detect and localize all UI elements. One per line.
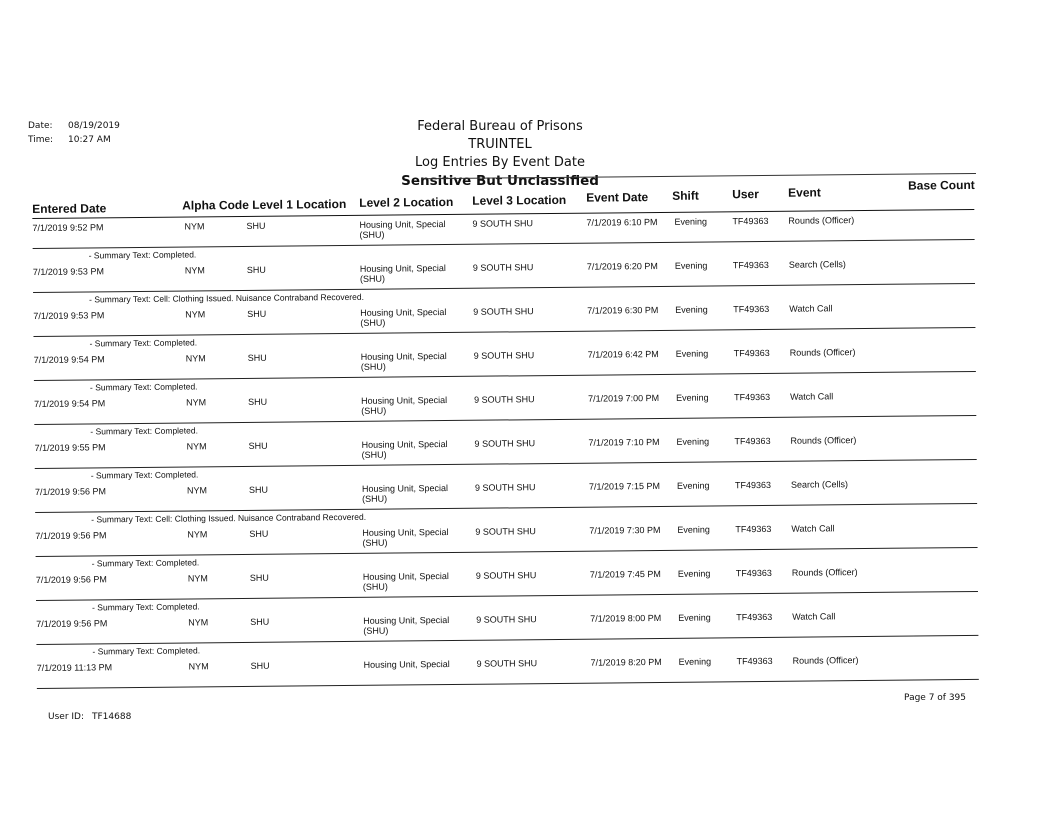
system-name: TRUINTEL [468,137,532,152]
event-cell: Watch Call [789,303,833,314]
shift-cell: Evening [675,304,708,315]
shift-cell: Evening [676,392,709,403]
level2-cell: Housing Unit, Special (SHU) [363,615,450,636]
alpha-code-cell: NYM [187,529,208,540]
col-shift: Shift [672,188,699,203]
level2-cell: Housing Unit, Special (SHU) [360,307,447,328]
level3-cell: 9 SOUTH SHU [473,306,534,317]
level1-cell: SHU [247,352,267,363]
level1-cell: SHU [250,616,270,627]
summary-text: - Summary Text: Completed. [90,469,199,481]
event-cell: Rounds (Officer) [788,215,855,226]
level2-cell: Housing Unit, Special (SHU) [359,263,446,284]
user-cell: TF49363 [736,611,773,623]
level3-cell: 9 SOUTH SHU [474,394,535,405]
log-entries [32,210,979,703]
event-date-cell: 7/1/2019 7:45 PM [589,568,661,580]
user-id-value: TF14688 [92,712,132,722]
col-user: User [732,187,759,202]
summary-text: - Summary Text: Completed. [89,381,198,393]
entered-date-cell: 7/1/2019 9:55 PM [34,442,106,453]
level3-cell: 9 SOUTH SHU [474,438,536,449]
event-cell: Rounds (Officer) [789,347,856,358]
alpha-code-cell: NYM [186,485,208,496]
entered-date-cell: 7/1/2019 9:54 PM [33,354,105,365]
user-cell: TF49363 [733,347,770,359]
shift-cell: Evening [677,568,711,579]
shift-cell: Evening [674,260,708,271]
event-date-cell: 7/1/2019 6:10 PM [586,216,658,228]
time-label: Time: [28,135,54,145]
event-cell: Watch Call [790,391,834,402]
entered-date-cell: 7/1/2019 9:56 PM [35,574,107,585]
alpha-code-cell: NYM [186,441,207,452]
summary-text: - Summary Text: Cell: Clothing Issued. Nuisance Contraband Recovered. [89,291,364,305]
user-cell: TF49363 [732,215,769,227]
entered-date-cell: 7/1/2019 9:52 PM [32,222,104,233]
level2-cell: Housing Unit, Special [363,659,450,670]
level1-cell: SHU [246,264,266,275]
date-label: Date: [28,121,53,131]
level1-cell: SHU [248,484,269,495]
level2-cell: Housing Unit, Special (SHU) [361,439,448,460]
alpha-code-cell: NYM [187,573,208,584]
footer-user-id [48,712,131,722]
event-cell: Rounds (Officer) [791,567,858,578]
page-number: Page 7 of 395 [904,693,966,703]
summary-text: - Summary Text: Completed. [92,645,201,657]
summary-text: - Summary Text: Completed. [91,557,200,569]
alpha-code-cell: NYM [186,397,207,408]
alpha-code-cell: NYM [184,221,205,232]
event-date-cell: 7/1/2019 6:20 PM [586,260,658,272]
shift-cell: Evening [676,436,710,447]
level2-cell: Housing Unit, Special (SHU) [361,395,448,416]
summary-text: - Summary Text: Completed. [89,337,198,349]
shift-cell: Evening [675,348,709,359]
level3-cell: 9 SOUTH SHU [476,658,538,669]
shift-cell: Evening [674,216,707,227]
event-cell: Rounds (Officer) [792,655,859,666]
entered-date-cell: 7/1/2019 9:56 PM [36,618,108,629]
alpha-code-cell: NYM [184,265,205,276]
alpha-code-cell: NYM [185,353,206,364]
level1-cell: SHU [248,396,268,407]
col-entered-date: Entered Date [32,201,107,216]
level3-cell: 9 SOUTH SHU [474,482,536,493]
level3-cell: 9 SOUTH SHU [476,614,537,625]
date-value: 08/19/2019 [68,121,120,131]
user-cell: TF49363 [734,435,771,447]
level1-cell: SHU [249,572,269,583]
event-date-cell: 7/1/2019 7:15 PM [588,480,661,492]
col-level1: Level 1 Location [252,196,347,212]
shift-cell: Evening [678,612,711,623]
level3-cell: 9 SOUTH SHU [475,570,537,581]
event-cell: Search (Cells) [788,259,846,270]
level1-cell: SHU [248,440,268,451]
event-date-cell: 7/1/2019 6:42 PM [587,348,659,360]
col-level3: Level 3 Location [472,192,567,208]
summary-text: - Summary Text: Cell: Clothing Issued. Nuisance Contraband Recovered. [91,511,367,525]
event-cell: Search (Cells) [790,479,849,490]
summary-text: - Summary Text: Completed. [88,249,197,261]
entered-date-cell: 7/1/2019 9:54 PM [34,398,106,409]
user-cell: TF49363 [735,523,772,535]
col-event-date: Event Date [586,190,649,205]
summary-text: - Summary Text: Completed. [90,425,198,437]
entered-date-cell: 7/1/2019 9:56 PM [35,530,107,541]
shift-cell: Evening [677,524,710,535]
user-cell: TF49363 [734,479,772,491]
event-date-cell: 7/1/2019 6:30 PM [587,304,659,316]
agency-name: Federal Bureau of Prisons [417,119,583,134]
event-cell: Watch Call [792,611,836,622]
entered-date-cell: 7/1/2019 11:13 PM [36,662,113,673]
log-table [32,173,979,703]
level3-cell: 9 SOUTH SHU [473,350,535,361]
entered-date-cell: 7/1/2019 9:56 PM [34,486,107,497]
event-date-cell: 7/1/2019 8:20 PM [590,656,662,668]
col-event: Event [788,185,821,200]
user-cell: TF49363 [732,259,769,271]
level1-cell: SHU [249,528,269,539]
event-date-cell: 7/1/2019 7:30 PM [589,524,661,536]
col-level2: Level 2 Location [359,194,454,210]
event-date-cell: 7/1/2019 8:00 PM [590,612,662,624]
user-cell: TF49363 [735,567,772,579]
entered-date-cell: 7/1/2019 9:53 PM [32,266,104,277]
alpha-code-cell: NYM [188,617,209,628]
level2-cell: Housing Unit, Special (SHU) [360,351,447,372]
report-name: Log Entries By Event Date [415,155,585,170]
classification-label: Sensitive But Unclassified [401,173,599,189]
entered-date-cell: 7/1/2019 9:53 PM [33,310,105,321]
shift-cell: Evening [676,480,710,491]
user-cell: TF49363 [736,655,773,667]
event-cell: Watch Call [791,523,835,534]
summary-text: - Summary Text: Completed. [92,601,200,613]
level2-cell: Housing Unit, Special (SHU) [362,571,449,592]
level1-cell: SHU [246,220,266,231]
event-date-cell: 7/1/2019 7:10 PM [588,436,660,448]
col-alpha-code: Alpha Code [182,197,249,213]
level2-cell: Housing Unit, Special (SHU) [359,219,446,240]
level3-cell: 9 SOUTH SHU [472,218,533,229]
user-cell: TF49363 [734,391,771,403]
alpha-code-cell: NYM [188,661,209,672]
level3-cell: 9 SOUTH SHU [475,526,536,537]
event-cell: Rounds (Officer) [790,435,857,446]
time-value: 10:27 AM [68,135,111,145]
alpha-code-cell: NYM [185,309,206,320]
level1-cell: SHU [247,308,267,319]
user-cell: TF49363 [733,303,770,315]
col-base-count: Base Count [908,177,975,193]
level2-cell: Housing Unit, Special (SHU) [361,483,449,504]
level2-cell: Housing Unit, Special (SHU) [362,527,449,548]
level3-cell: 9 SOUTH SHU [472,262,534,273]
event-date-cell: 7/1/2019 7:00 PM [588,392,660,404]
shift-cell: Evening [678,656,712,667]
log-entry [37,650,979,703]
level1-cell: SHU [250,660,270,671]
user-id-label: User ID: [48,712,84,722]
